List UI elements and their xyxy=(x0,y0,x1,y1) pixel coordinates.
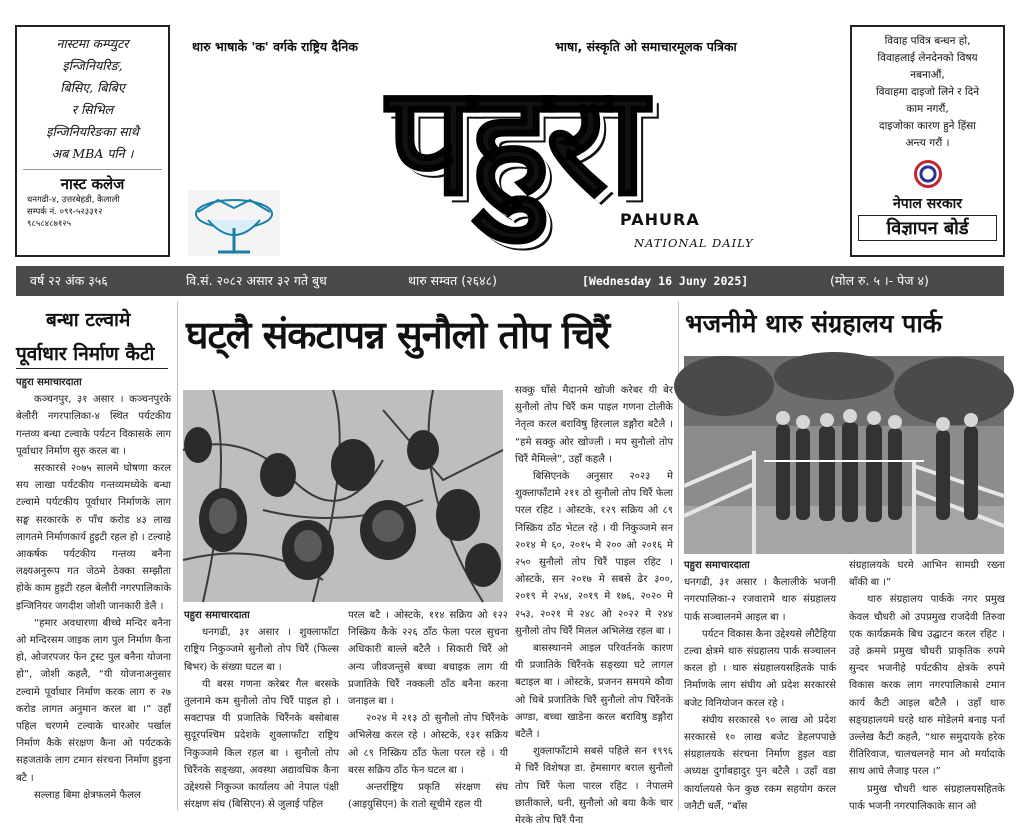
paragraph: संघीय सरकारसे ९० लाख ओ प्रदेश सरकारसे १० लाख बजेट डेहलपपाछे संग्रहालयके संरचना निर्माण हुइल वडा अध्यक्ष दुर्गाबहादुर पुन बटैलै । उहाँ वडा कार्यालयसे फेन कुछ रकम सहयोग करल जनैटी धर्लै, “बाँस xyxy=(684,714,836,812)
volume-issue: वर्ष २२ अंक ३५६ xyxy=(30,273,108,288)
masthead-tagline-right: भाषा, संस्कृति ओ समाचारमूलक पत्रिका xyxy=(555,39,737,54)
paragraph: बासस्थानमे आइल परिवर्तनके कारण यी प्रजातिके चिरैंनके सङ्ख्या घटे लागल बटाइल बा । ओस्टके, प्रजनन समयमे कौवा ओ चिबे प्रजातिके चिरैं सुनौलो तोप चिरैंनके अण्डा, बच्चा खाडेना करल बराविषु डङ्गौरा बटैलै । xyxy=(515,643,673,741)
ad-line: दाइजोका कारण हुने हिंसा xyxy=(879,120,976,132)
ad-line: काम नगरौं, xyxy=(906,103,949,115)
paragraph: धनगढी, ३१ असार । कैलालीके भजनी नगरपालिका-२ रजवारामे थारु संग्रहालय पार्क सञ्चालनमे आइल बा । xyxy=(684,577,836,623)
ad-line: विवाहलाई लेनदेनको विषय xyxy=(877,52,978,64)
ad-line: विवाहमा दाइजो लिने र दिने xyxy=(875,86,980,98)
tharu-year: थारु सम्वत (२६४८) xyxy=(408,273,497,288)
paragraph: थारु संग्रहालय पार्कके नगर प्रमुख केवल चौधरी ओ उपप्रमुख राजदेवी तिरुवा एक कार्यक्रमके बिच उद्घाटन करल रहिट । उहे क्रममे प्रमुख चौधरी प्राकृतिक रुपमे सुन्दर भजनीहे पर्यटकीय क्षेत्रके रुपमे विकास करक लाग नगरपालिकासे टमान कार्य कैटी आइल बटैलै । उहाँ थारु सङ्ग्रहालयमे घरहे थारु मोडेलमे बनाइ पर्ना उल्लेख कैटी कहलै, “थारु समुदायके हरेक रीतिरिवाज, चालचलनहे मान ओ मर्यादाके साथ आघे लैजाइ परल ।” xyxy=(849,594,1005,778)
ad-line: इन्जिनियरिङ, xyxy=(62,58,123,73)
masthead-title: पहुरा xyxy=(386,50,644,229)
masthead-title-en: PAHURA xyxy=(620,210,700,229)
byline: पहुरा समाचारदाता xyxy=(684,560,750,571)
byline: पहुरा समाचारदाता xyxy=(16,377,82,388)
paragraph: सल्लाह बिमा क्षेत्रफलमे फैलल xyxy=(34,789,141,801)
main-article-col-3 xyxy=(515,382,673,827)
paragraph: धनगढी, ३१ असार । शुक्लाफाँटा राष्ट्रिय निकुञ्जमे सुनौलो तोप चिरैं (फिल्स बिभर) के संख्या घटल बा । xyxy=(184,627,339,673)
right-article-col-2 xyxy=(849,557,1005,810)
main-article-col-2 xyxy=(348,607,508,810)
column-divider xyxy=(177,302,178,810)
paragraph: अन्तर्राष्ट्रिय प्रकृति संरक्षण संघ (आइयुसिएन) के रातो सूचीमे रहल यी xyxy=(348,782,508,811)
left-article-body xyxy=(16,374,171,810)
ad-dowry-awareness xyxy=(850,25,1005,257)
college-name: नास्ट कलेज xyxy=(23,169,162,194)
nepal-emblem-icon xyxy=(908,158,948,192)
right-article-col-1 xyxy=(684,557,836,810)
date-bar xyxy=(16,266,1004,296)
paragraph: कञ्चनपुर, ३१ असार । कञ्चनपुरके बेलौरी नगरपालिका-४ स्थित पर्यटकीय गन्तव्य बन्धा टल्वाके पर्यटन विकासके लाग पूर्वाधार निर्माण सुरु करल बा । xyxy=(16,394,171,457)
ad-line: विवाह पवित्र बन्धन हो, xyxy=(884,35,971,47)
photo-golden-weaver-nests[interactable] xyxy=(183,390,503,602)
english-date: [Wednesday 16 Juny 2025] xyxy=(582,274,749,288)
college-address: धनगढी-४, उत्तरबेहडी, कैलाली xyxy=(27,195,120,205)
paragraph: सरकारसे २०७५ सालमे घोषणा करल सय लाखा पर्यटकीय गन्तव्यमध्येके बन्धा टल्वामे पर्यटकीय पूर्वाधार निर्माणके लाग सङ्घ सरकारके रु पाँच करोड ४३ लाख लागतमे निर्माणकार्य हुइटी रहल हो । टल्वाहे आकर्षक पर्यटकीय गन्तव्य बनैना लक्ष्यअनुरूप गत जेठमे ठेक्का सम्झौता होके काम हुइटी रहल बेलौरी नगरपालिकाके इन्जिनियर जगदीश जोशी जानकारी डेलै । xyxy=(16,463,171,612)
pahura-logo-icon xyxy=(188,190,280,256)
ad-nast-college xyxy=(15,25,170,257)
masthead-subtitle: NATIONAL DAILY xyxy=(634,236,754,250)
ad-line: अब MBA पनि । xyxy=(51,146,134,161)
paragraph: पर्यटन विकास कैना उद्देश्यसे लौटैहिया टल्वा क्षेत्रमे थारु संग्रहालय पार्क सञ्चालन करल हो । थारु संग्रहालयसहितके पार्क निर्माणके लाग संघीय ओ प्रदेश सरकारसे बजेट विनियोजन करल रहे । xyxy=(684,628,836,709)
byline: पहुरा समाचारदाता xyxy=(184,610,250,621)
right-headline[interactable]: भजनीमे थारु संग्रहालय पार्क xyxy=(685,309,943,338)
left-headline-line-2[interactable]: पूर्वाधार निर्माण कैटी xyxy=(16,340,154,366)
photo-museum-inauguration[interactable] xyxy=(684,356,1004,554)
paragraph: शुक्लाफाँटामे सबसे पहिले सन १९९६ मे चिरैं विशेषज्ञ डा. हेमसागर बराल सुनौलो तोप चिरैं फेला पारल रहिट । नेपालमे छातीकाले, धनी, सुनौलो ओ बया कैके चार मेरके तोप चिरैं पैना xyxy=(515,746,673,827)
paragraph: “हमार अवधारणा बीच्चे मन्दिर बनैना ओ मन्दिरसम जाइक लाग पुल निर्माण कैना हो, ओजरपजर फेन ट्रस्ट पुल बनैना योजना हो”, जोशी कहलै, “यी योजनाअनुसार टल्वामे पूर्वाधार निर्माण करक लाग रु २७ करोड लागत अनुमान करल बा ।” उहाँ पहिल चरणमे टल्वाके चारओर पर्खाल निर्माण कैके संरक्षण कैना ओ पर्यटकके सहजताके लाग टमान संरचना निर्माण हुइना बटै । xyxy=(16,617,171,784)
ad-line: इन्जिनियरिङका साथै xyxy=(46,124,139,139)
bs-date: वि.सं. २०८२ असार ३२ गते बुध xyxy=(186,273,327,288)
paragraph: बिसिएनके अनुसार २०२३ मे शुक्लाफाँटामे २११ ठो सुनौलो तोप चिरैं फेला परल रहिट । ओस्टके, १२९ सक्रिय ओ ८९ निस्क्रिय ठाँठ भेटल रहे । यी निकुञ्जमे सन २०१४ मे ६०, २०१५ मे २०० ओ २०१६ मे २५० सुनौलो तोप चिरैं पाइल रहिट । ओस्टके, सन २०१७ मे सबसे ढेर ३००, २०१९ मे २५४, २०१९ मे १७६, २०२० मे २५३, २०२१ मे २४८ ओ २०२२ मे २४४ सुनौलो तोप चिरैं मिलल अभिलेख रहल बा । xyxy=(515,471,673,637)
ad-line: नास्टमा कम्प्युटर xyxy=(56,36,129,51)
main-headline[interactable]: घट्लै संकटापन्न सुनौलो तोप चिरैं xyxy=(186,313,610,357)
main-article-col-1 xyxy=(184,607,339,810)
paragraph: सक्कु घाँसे मैदानमे खोजी करेबर यी बेर सुनौलो तोप चिरैं कम पाइल गणना टोलीके नेतृत्व करल बराविषु हिरलाल डङ्गौरा बटैलै । “हमे सक्कु ओर खोज्ली । मप सुनौलो तोप चिरैं मैमिल्ले”, उहाँ कहलै । xyxy=(515,385,673,465)
college-mobile: ९८५८४८७१२५ xyxy=(27,219,72,229)
nepal-government-label: नेपाल सरकार xyxy=(892,196,962,212)
paragraph: परल बटै । ओस्टके, ११४ सक्रिय ओ १२२ निस्क्रिय कैके २२६ ठाँठ फेला परल सुचना अधिकारी बाल्ले बटैलै । सिकारी चिरैं ओ अन्य जीवजन्तुसे बच्चा बचाइक लाग यी प्रजातिके चिरैं नक्कली ठाँठ बनैना करना जनाइल बा । xyxy=(348,610,508,708)
college-phone: सम्पर्क नं. ०९१-५२३३१२ xyxy=(27,207,103,217)
ad-line: र सिभिल xyxy=(71,102,114,117)
ad-line: अन्त्य गरौं । xyxy=(905,137,950,149)
paragraph: यी बरस गणना करेबर गैल बरसके तुलनामे कम सुनौलो तोप चिरैं पाइल हो । सक्टापन्न यी प्रजातिके चिरैंनके बसोबास सुदूरपश्चिम प्रदेशके शुक्लाफाँटा राष्ट्रिय निकुञ्जमे किल रहल बा । सुनौलो तोप चिरैंनके सङ्ख्या, अवस्था अद्यावधिक कैना उद्देश्यसे निकुञ्ज कार्यालय ओ नेपाल पंक्षी संरक्षण संघ (बिसिएन) से जुलाई पहिल xyxy=(184,678,339,811)
masthead-tagline-left: थारु भाषाके 'क' वर्गके राष्ट्रिय दैनिक xyxy=(192,39,358,54)
paragraph: प्रमुख चौधरी थारु संग्रहालयसहितके पार्क भजनी नगरपालिकाके सान ओ xyxy=(849,783,1005,812)
paragraph: संग्रहालयके घरमे आभिन सामग्री रख्ना बाँकी बा ।” xyxy=(849,560,1005,589)
left-headline-line-1[interactable]: बन्धा टल्वामे xyxy=(46,309,131,331)
price-pages: (मोल रु. ५ ।- पेज ४) xyxy=(830,273,929,288)
paragraph: २०२४ मे २१३ ठो सुनौलो तोप चिरैंनके अभिलेख करल रहे । ओस्टके, १३१ सक्रिय ओ ८९ निस्क्रिय ठाँठ फेला परल रहे । यी बरस सक्रिय ठाँठ फेन घटल बा । xyxy=(348,713,508,776)
ad-line: बिसिए, बिबिए xyxy=(60,80,125,95)
advertising-board-label: विज्ञापन बोर्ड xyxy=(858,215,997,241)
ad-line: नबनाऔं, xyxy=(910,69,945,81)
